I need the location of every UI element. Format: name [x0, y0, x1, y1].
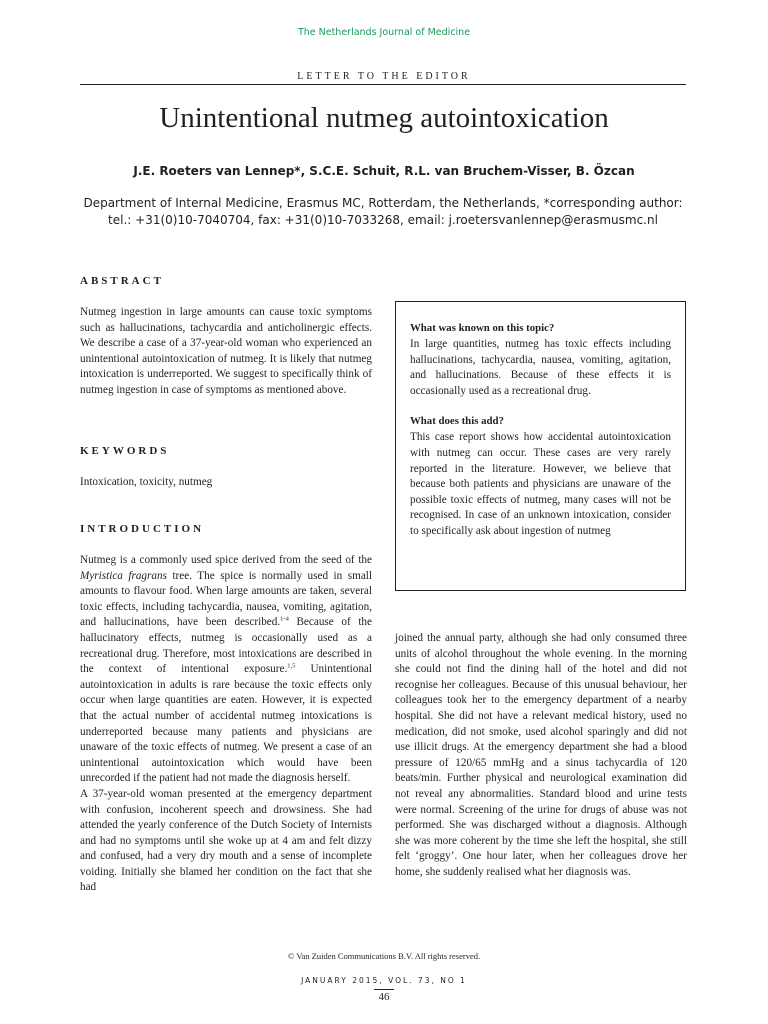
author-affiliation: Department of Internal Medicine, Erasmus MC, Rotterdam, the Netherlands, *corresponding author: tel.: +31(0)10-7040704, fax: +31(0)10-7033268, email: j.roetersvanlennep@erasmusmc.nl [83, 196, 683, 227]
key-points-box [395, 301, 686, 591]
intro-text-b: tree. The spice is normally used in small amounts to flavour food. When large amounts are taken, several toxic effects, including tachycardia, nausea, vomiting, agitation, and hallucinations, have been described. [80, 569, 373, 629]
introduction-body-right: joined the annual party, although she had only consumed three units of alcohol throughout the whole evening. In the morning she could not find the dining hall of the hotel and did not recognise her colleagues. Because of this unusual behaviour, her colleagues took her to the emergency department of a nearby hospital. She did not have a relevant medical history, used no medication, did not smoke, used alcohol sparingly and did not use illicit drugs. At the emergency department she had a blood pressure of 120/65 mmHg and a sinus tachycardia of 120 beats/min. Further physical and neurological examination did not reveal any abnormalities. Standard blood and urine tests were normal. Screening of the urine for drugs of abuse was not performed. She was discharged without a diagnosis. Although she was more coherent by the time she left the hospital, she still felt ‘groggy’. One hour later, when her colleagues drove her home, she suddenly realised what her diagnosis was. [395, 632, 687, 878]
issue-info: JANUARY 2015, VOL. 73, NO 1 [301, 976, 467, 985]
box-answer-adds: This case report shows how accidental autointoxication with nutmeg can occur. These cases are very rarely reported in the literature. However, we believe that because both patients and physicians are unaware of the possible toxic effects of nutmeg, many cases will not be recognised. In case of an unknown intoxication, consider to specifically ask about ingestion of nutmeg [410, 431, 671, 537]
intro-text-a: Nutmeg is a commonly used spice derived from the seed of the [80, 554, 372, 566]
introduction-paragraph-1 [80, 553, 372, 787]
introduction-body-left [80, 553, 372, 896]
box-question-known: What was known on this topic? [410, 322, 555, 334]
article-title: Unintentional nutmeg autointoxication [159, 102, 609, 134]
introduction-paragraph-2: A 37-year-old woman presented at the emergency department with confusion, incoherent speech and drowsiness. She had attended the yearly conference of the Dutch Society of Internists and had no symptoms until she woke up at 4 am and felt dizzy and confused, had a very dry mouth and a sense of incomplete voiding. Initially she blamed her condition on the fact that she had [80, 787, 372, 894]
author-list: J.E. Roeters van Lennep*, S.C.E. Schuit, R.L. van Bruchem-Visser, B. Özcan [133, 164, 635, 178]
journal-header: The Netherlands Journal of Medicine [297, 27, 471, 38]
intro-text-c: Because of the hallucinatory effects, nutmeg is occasionally used as a recreational drug. Therefore, most intoxications are described in the context of intentional exposure. [80, 616, 372, 676]
reference-1-4[interactable]: 1-4 [280, 615, 289, 623]
intro-text-d: Unintentional autointoxication in adults is rare because the toxic effects only occur when large quantities are eaten. However, it is expected that the actual number of accidental nutmeg intoxications is underreported because many patients and physicians are unaware of the toxic effects of nutmeg. We present a case of an unintentional autointoxication which would have been unrecorded if the patient had not made the diagnosis herself. [80, 663, 372, 785]
abstract-text: Nutmeg ingestion in large amounts can cause toxic symptoms such as hallucinations, tachycardia and anticholinergic effects. We describe a case of a 37-year-old woman who experienced an unintentional autointoxication of nutmeg. It is likely that nutmeg intoxication is underreported. We suggest to specifically think of nutmeg ingestion in case of symptoms as mentioned above. [80, 306, 372, 396]
species-name: Myristica fragrans [80, 569, 167, 582]
box-answer-known: In large quantities, nutmeg has toxic effects including hallucinations, tachycardia, nausea, vomiting, agitation, and hallucinations. Because of these effects it is occasionally used as a recreational drug. [410, 338, 671, 397]
keywords-heading: KEYWORDS [80, 445, 170, 457]
copyright-notice: © Van Zuiden Communications B.V. All rights reserved. [287, 951, 481, 961]
page-number: 46 [374, 989, 394, 1003]
keywords-text: Intoxication, toxicity, nutmeg [80, 476, 213, 488]
section-label: LETTER TO THE EDITOR [297, 71, 471, 82]
introduction-heading: INTRODUCTION [80, 523, 205, 535]
box-question-adds: What does this add? [410, 415, 504, 428]
reference-1-5[interactable]: 1,5 [287, 662, 296, 670]
abstract-heading: ABSTRACT [80, 275, 164, 287]
header-rule [80, 84, 686, 85]
